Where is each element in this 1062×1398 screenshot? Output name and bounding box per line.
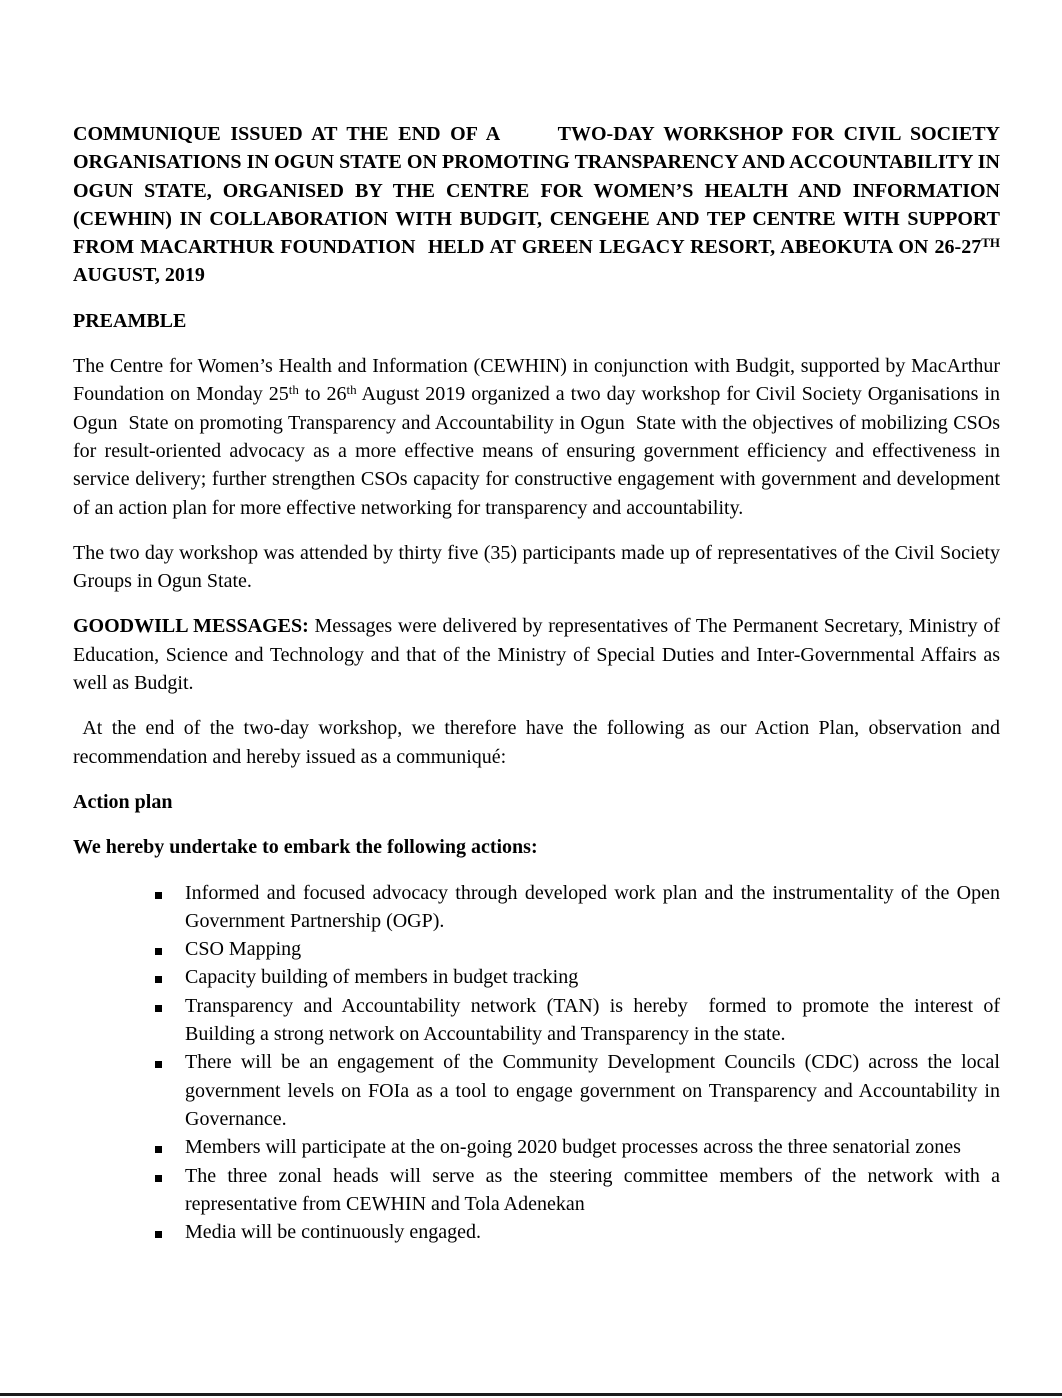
action-item-text: There will be an engagement of the Community Development Councils (CDC) across the local government levels on FOIa as a tool to engage government on Transparency and Accountability in Governance.	[185, 1051, 1000, 1130]
action-plan-heading: Action plan	[73, 790, 173, 813]
action-item-text: Members will participate at the on-going 2020 budget processes across the three senatorial zones	[185, 1136, 961, 1159]
action-item-text: CSO Mapping	[185, 938, 302, 961]
action-item	[155, 935, 1000, 963]
action-item	[155, 1048, 1000, 1133]
action-items-list	[73, 879, 1000, 1247]
action-item	[155, 963, 1000, 991]
square-bullet-icon	[155, 1218, 185, 1246]
communique-title: COMMUNIQUE ISSUED AT THE END OF A TWO-DAY WORKSHOP FOR CIVIL SOCIETY ORGANISATIONS IN OGUN STATE ON PROMOTING TRANSPARENCY AND ACCOUNTABILITY IN OGUN STATE, ORGANISED BY THE CENTRE FOR WOMEN’S HEALTH AND INFORMATION (CEWHIN) IN COLLABORATION WITH BUDGIT, CENGEHE AND TEP CENTRE WITH SUPPORT FROM MACARTHUR FOUNDATION HELD AT GREEN LEGACY RESORT, ABEOKUTA ON 26-27TH AUGUST, 2019	[73, 123, 1001, 287]
action-item-text: Capacity building of members in budget tracking	[185, 966, 579, 989]
square-bullet-icon	[155, 1162, 185, 1219]
square-bullet-icon	[155, 879, 185, 936]
action-item	[155, 1218, 1000, 1246]
action-item-text: Media will be continuously engaged.	[185, 1221, 482, 1244]
document-content	[73, 120, 1000, 1246]
action-item-text: Informed and focused advocacy through developed work plan and the instrumentality of the Open Government Partnership (OGP).	[185, 881, 1000, 932]
square-bullet-icon	[155, 1048, 185, 1133]
preamble-paragraph: The Centre for Women’s Health and Information (CEWHIN) in conjunction with Budgit, supported by MacArthur Foundation on Monday 25th to 26th August 2019 organized a two day workshop for Civil Society Organisations in Ogun State on promoting Transparency and Accountability in Ogun State with the objectives of mobilizing CSOs for result-oriented advocacy as a more effective means of ensuring government efficiency and effectiveness in service delivery; further strengthen CSOs capacity for constructive engagement with government and development of an action plan for more effective networking for transparency and accountability.	[73, 355, 1000, 519]
action-item	[155, 1133, 1000, 1161]
action-item-text: Transparency and Accountability network (TAN) is hereby formed to promote the interest of Building a strong network on Accountability and Transparency in the state.	[185, 994, 1000, 1046]
action-item-text: The three zonal heads will serve as the steering committee members of the network with a representative from CEWHIN and Tola Adenekan	[185, 1164, 1000, 1215]
square-bullet-icon	[155, 963, 185, 991]
action-item	[155, 1162, 1000, 1219]
action-item	[155, 992, 1000, 1049]
square-bullet-icon	[155, 1133, 185, 1161]
square-bullet-icon	[155, 992, 185, 1049]
action-item	[155, 879, 1000, 936]
preamble-heading: PREAMBLE	[73, 309, 187, 332]
square-bullet-icon	[155, 935, 185, 963]
action-plan-intro: We hereby undertake to embark the following actions:	[73, 836, 538, 859]
closing-paragraph: At the end of the two-day workshop, we therefore have the following as our Action Plan, observation and recommendation and hereby issued as a communiqué:	[73, 717, 1000, 768]
page-bottom-rule	[0, 1393, 1062, 1396]
attendance-paragraph: The two day workshop was attended by thirty five (35) participants made up of representatives of the Civil Society Groups in Ogun State.	[73, 541, 1000, 593]
goodwill-paragraph: GOODWILL MESSAGES: Messages were delivered by representatives of The Permanent Secretary, Ministry of Education, Science and Technology and that of the Ministry of Special Duties and Inter-Governmental Affairs as well as Budgit.	[73, 615, 1000, 695]
